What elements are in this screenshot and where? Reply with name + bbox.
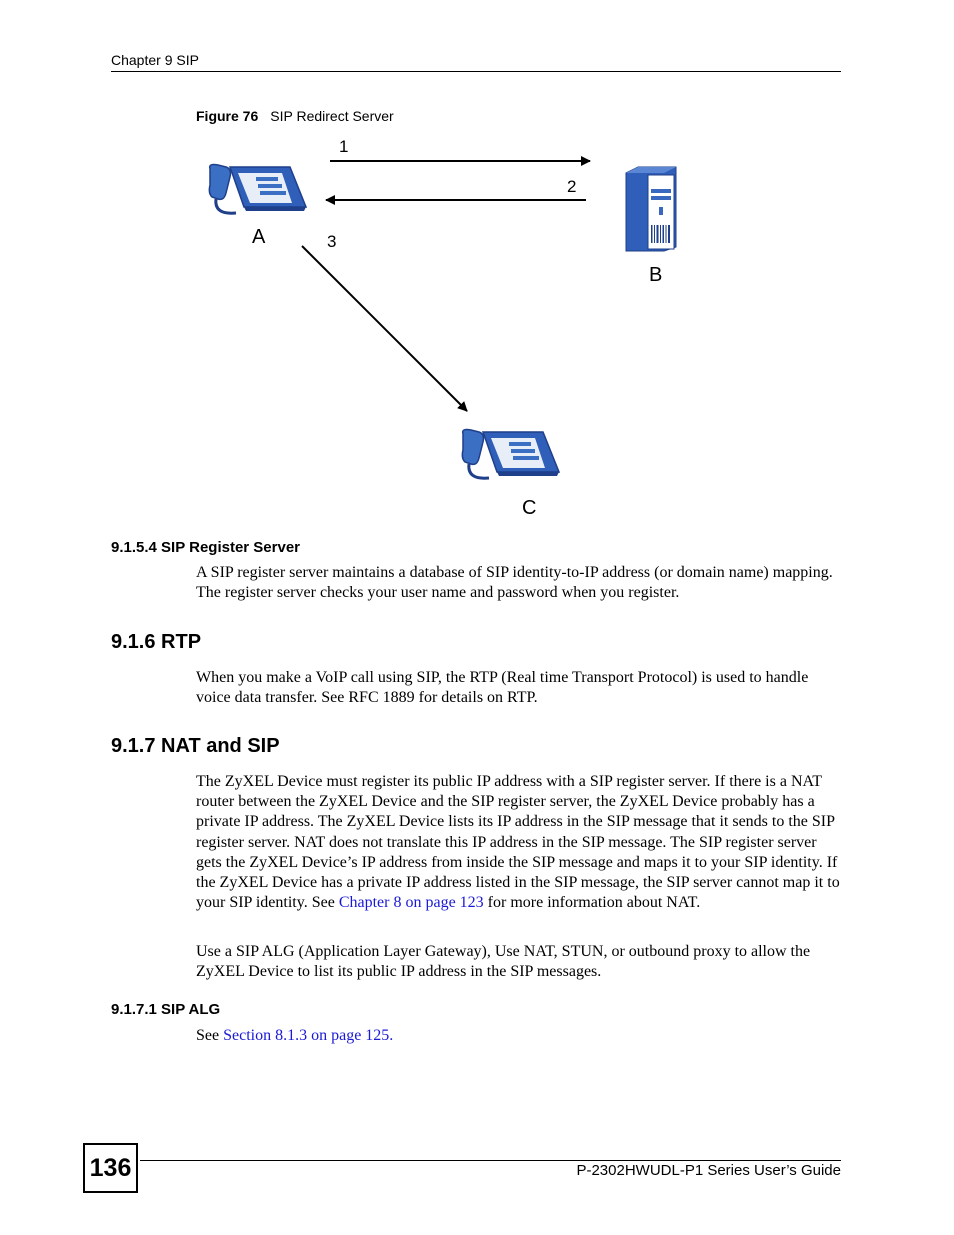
para-917-1 [196,772,844,913]
link-chapter-8[interactable]: Chapter 8 on page 123 [338,894,484,912]
para-917-2: Use a SIP ALG (Application Layer Gateway), Use NAT, STUN, or outbound proxy to allow the ZyXEL Device to list its public IP address in the SIP messages. [196,943,811,981]
header-rule [111,71,841,72]
server-b-icon [626,167,676,251]
sip-redirect-diagram [200,133,684,517]
phone-c-icon [462,430,559,479]
heading-916: 9.1.6 RTP [111,631,202,653]
arrow-3 [302,246,467,411]
para-916: When you make a VoIP call using SIP, the RTP (Real time Transport Protocol) is used to handle voice data transfer. See RFC 1889 for details on RTP. [196,669,809,707]
page-number: 136 [83,1143,138,1193]
figure-number: Figure 76 [196,108,259,124]
step-1-label: 1 [339,137,349,156]
figure-caption [196,108,394,124]
heading-9154: 9.1.5.4 SIP Register Server [111,539,301,556]
step-3-label: 3 [327,232,337,251]
para-9171 [196,1026,844,1046]
chapter-header: Chapter 9 SIP [111,52,199,68]
para-9171-see: See [196,1027,224,1044]
step-2-label: 2 [567,177,577,196]
node-a-label: A [252,226,266,248]
heading-917: 9.1.7 NAT and SIP [111,735,280,757]
para-917-1-tail: for more information about NAT. [483,894,701,912]
guide-title: P-2302HWUDL-P1 Series User’s Guide [576,1162,841,1179]
para-917-1-text: The ZyXEL Device must register its public IP address with a SIP register server. If there is a NAT router between the ZyXEL Device and the SIP register server, the ZyXEL Device probably has a private IP address. The ZyXEL Device lists its IP address in the SIP message that it sends to the SIP register server. NAT does not translate this IP address in the SIP message. The SIP register server gets the ZyXEL Device’s IP address from inside the SIP message and maps it to your SIP identity. If the ZyXEL Device has a private IP address listed in the SIP message, the SIP server cannot map it to your SIP identity. See [196,773,840,912]
phone-a-icon [209,165,306,214]
para-9154: A SIP register server maintains a database of SIP identity-to-IP address (or domain name) mapping. The register server checks your user name and password when you register. [196,564,833,602]
figure-title: SIP Redirect Server [270,108,394,124]
node-c-label: C [522,497,537,517]
heading-9171: 9.1.7.1 SIP ALG [111,1001,221,1018]
footer-rule [140,1160,841,1161]
link-section-813[interactable]: Section 8.1.3 on page 125. [223,1027,394,1044]
node-b-label: B [649,264,663,286]
